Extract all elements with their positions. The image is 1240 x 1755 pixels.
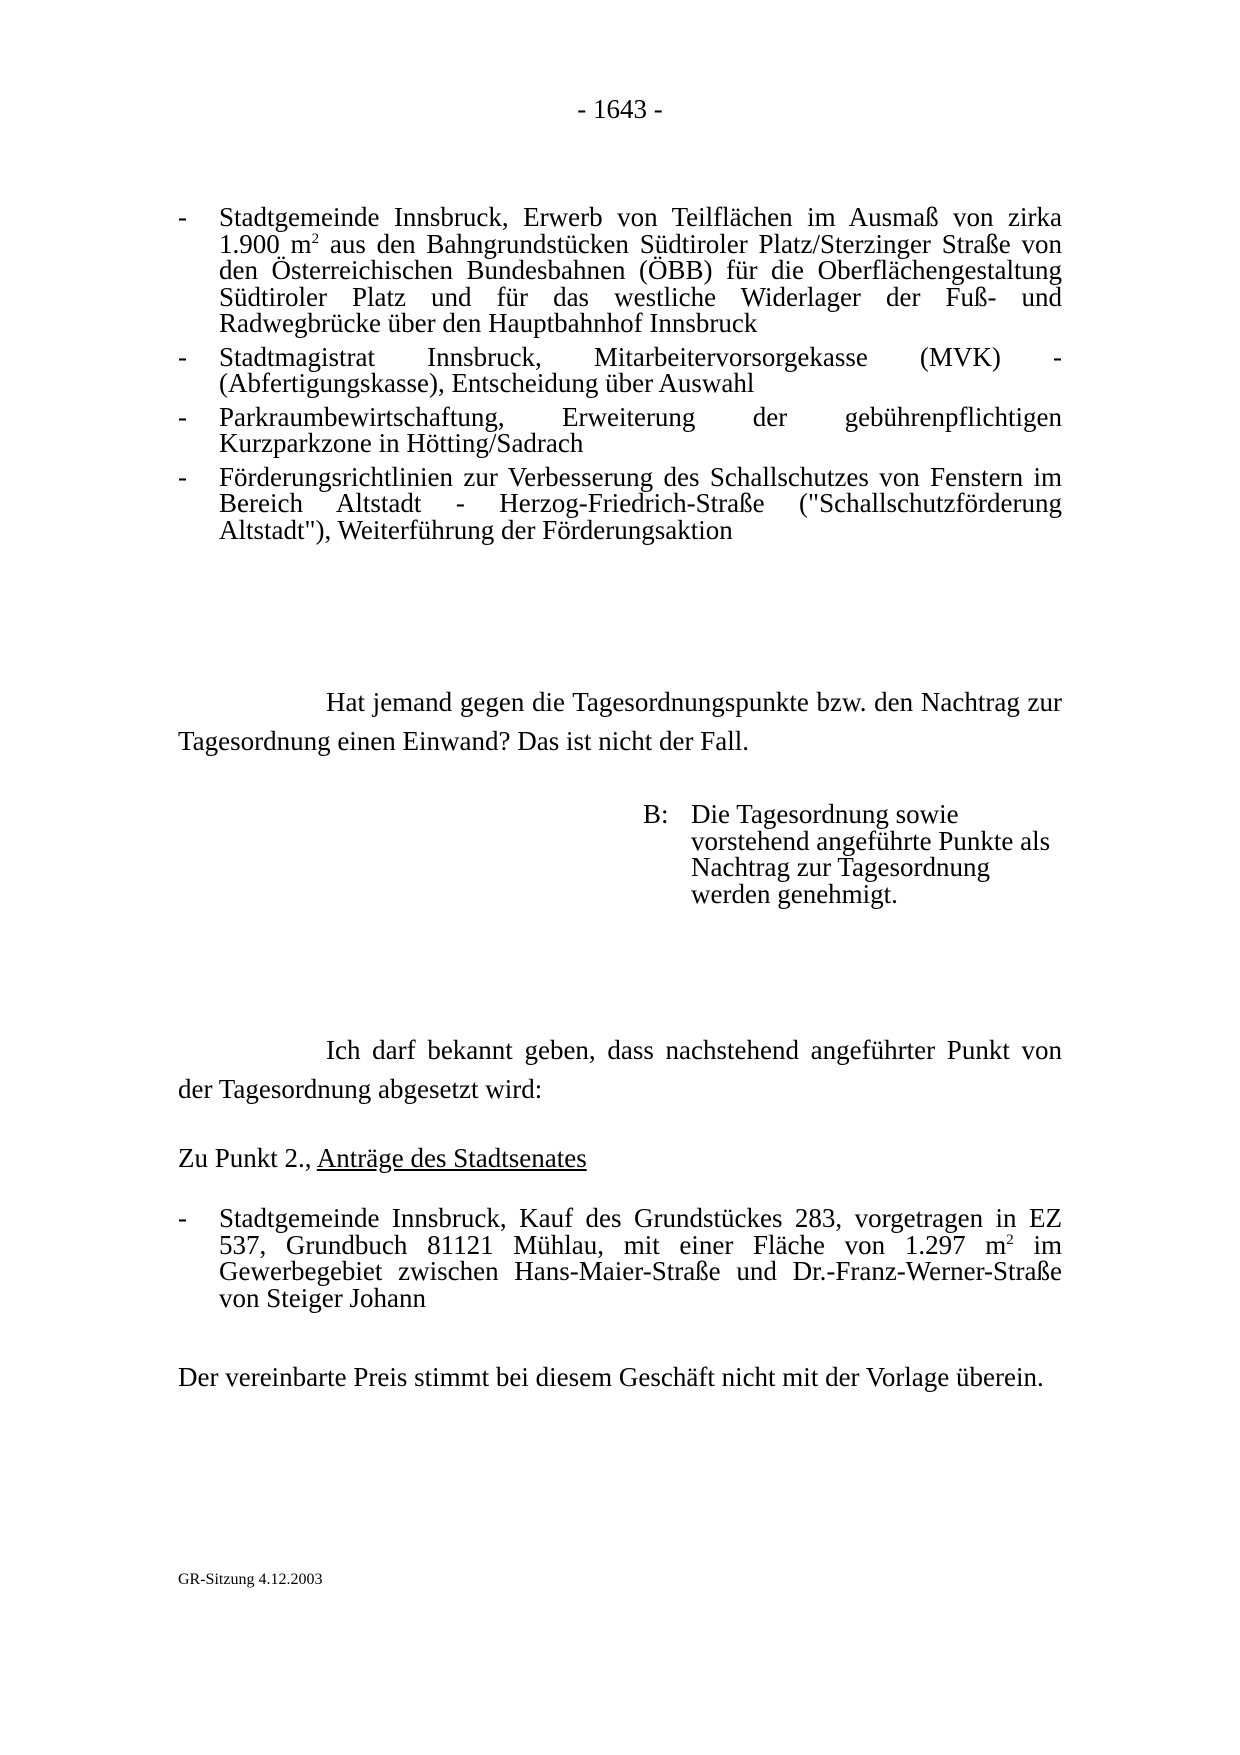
list-item: [178, 461, 1062, 545]
section-heading-prefix: Zu Punkt 2.,: [178, 1143, 317, 1173]
list-item: [178, 341, 1062, 398]
decision-text: Die Tagesordnung sowie vorstehend angeführte Punkte als Nachtrag zur Tagesordnung werden genehmigt.: [691, 799, 1051, 909]
agenda-list-top: [178, 204, 1062, 550]
announcement-block: [178, 1031, 1062, 1109]
list-item-text: Stadtgemeinde Innsbruck, Erwerb von Teilflächen im Ausmaß von zirka 1.900 m: [219, 202, 1062, 259]
closing-block: [178, 1358, 1062, 1397]
list-item-text: im Gewerbegebiet zwischen Hans-Maier-Straße und Dr.-Franz-Werner-Straße von Steiger Johann: [219, 1229, 1062, 1313]
decision-label: B:: [643, 799, 669, 829]
section-heading-title: Anträge des Stadtsenates: [316, 1143, 587, 1173]
page-number: - 1643 -: [577, 94, 663, 124]
list-item-text: Förderungsrichtlinien zur Verbesserung des Schallschutzes von Fenstern im Bereich Altstadt - Herzog-Friedrich-Straße ("Schallschutzförderung Altstadt"), Weiterführung der Förderungsaktion: [219, 461, 1062, 545]
list-item: [178, 1205, 1062, 1311]
decision-block: [643, 801, 1063, 907]
agenda-list-bottom: [178, 1205, 1062, 1311]
list-item-text: Parkraumbewirtschaftung, Erweiterung der gebührenpflichtigen Kurzparkzone in Hötting/Sadrach: [219, 401, 1062, 458]
superscript: 2: [311, 230, 320, 247]
list-item-text: Stadtgemeinde Innsbruck, Kauf des Grundstückes 283, vorgetragen in EZ 537, Grundbuch 81121 Mühlau, mit einer Fläche von 1.297 m: [219, 1203, 1062, 1260]
announcement-paragraph: Ich darf bekannt geben, dass nachstehend angeführter Punkt von der Tagesordnung abgesetzt wird:: [178, 1035, 1062, 1104]
list-item: [178, 401, 1062, 458]
footer: GR-Sitzung 4.12.2003: [178, 1571, 323, 1588]
list-item-text: Stadtmagistrat Innsbruck, Mitarbeitervorsorgekasse (MVK) - (Abfertigungskasse), Entscheidung über Auswahl: [219, 341, 1062, 398]
superscript: 2: [1006, 1231, 1014, 1248]
closing-paragraph: Der vereinbarte Preis stimmt bei diesem Geschäft nicht mit der Vorlage überein.: [178, 1362, 1044, 1392]
question-paragraph: Hat jemand gegen die Tagesordnungspunkte bzw. den Nachtrag zur Tagesordnung einen Einwand? Das ist nicht der Fall.: [178, 687, 1062, 756]
section-heading: [178, 1139, 1062, 1178]
question-block: [178, 683, 1062, 761]
list-item-text: aus den Bahngrundstücken Südtiroler Platz/Sterzinger Straße von den Österreichischen Bundesbahnen (ÖBB) für die Oberflächengestaltung Südtiroler Platz und für das westliche Widerlager der Fuß- und Radwegbrücke über den Hauptbahnhof Innsbruck: [219, 228, 1062, 338]
list-item: [178, 204, 1062, 337]
